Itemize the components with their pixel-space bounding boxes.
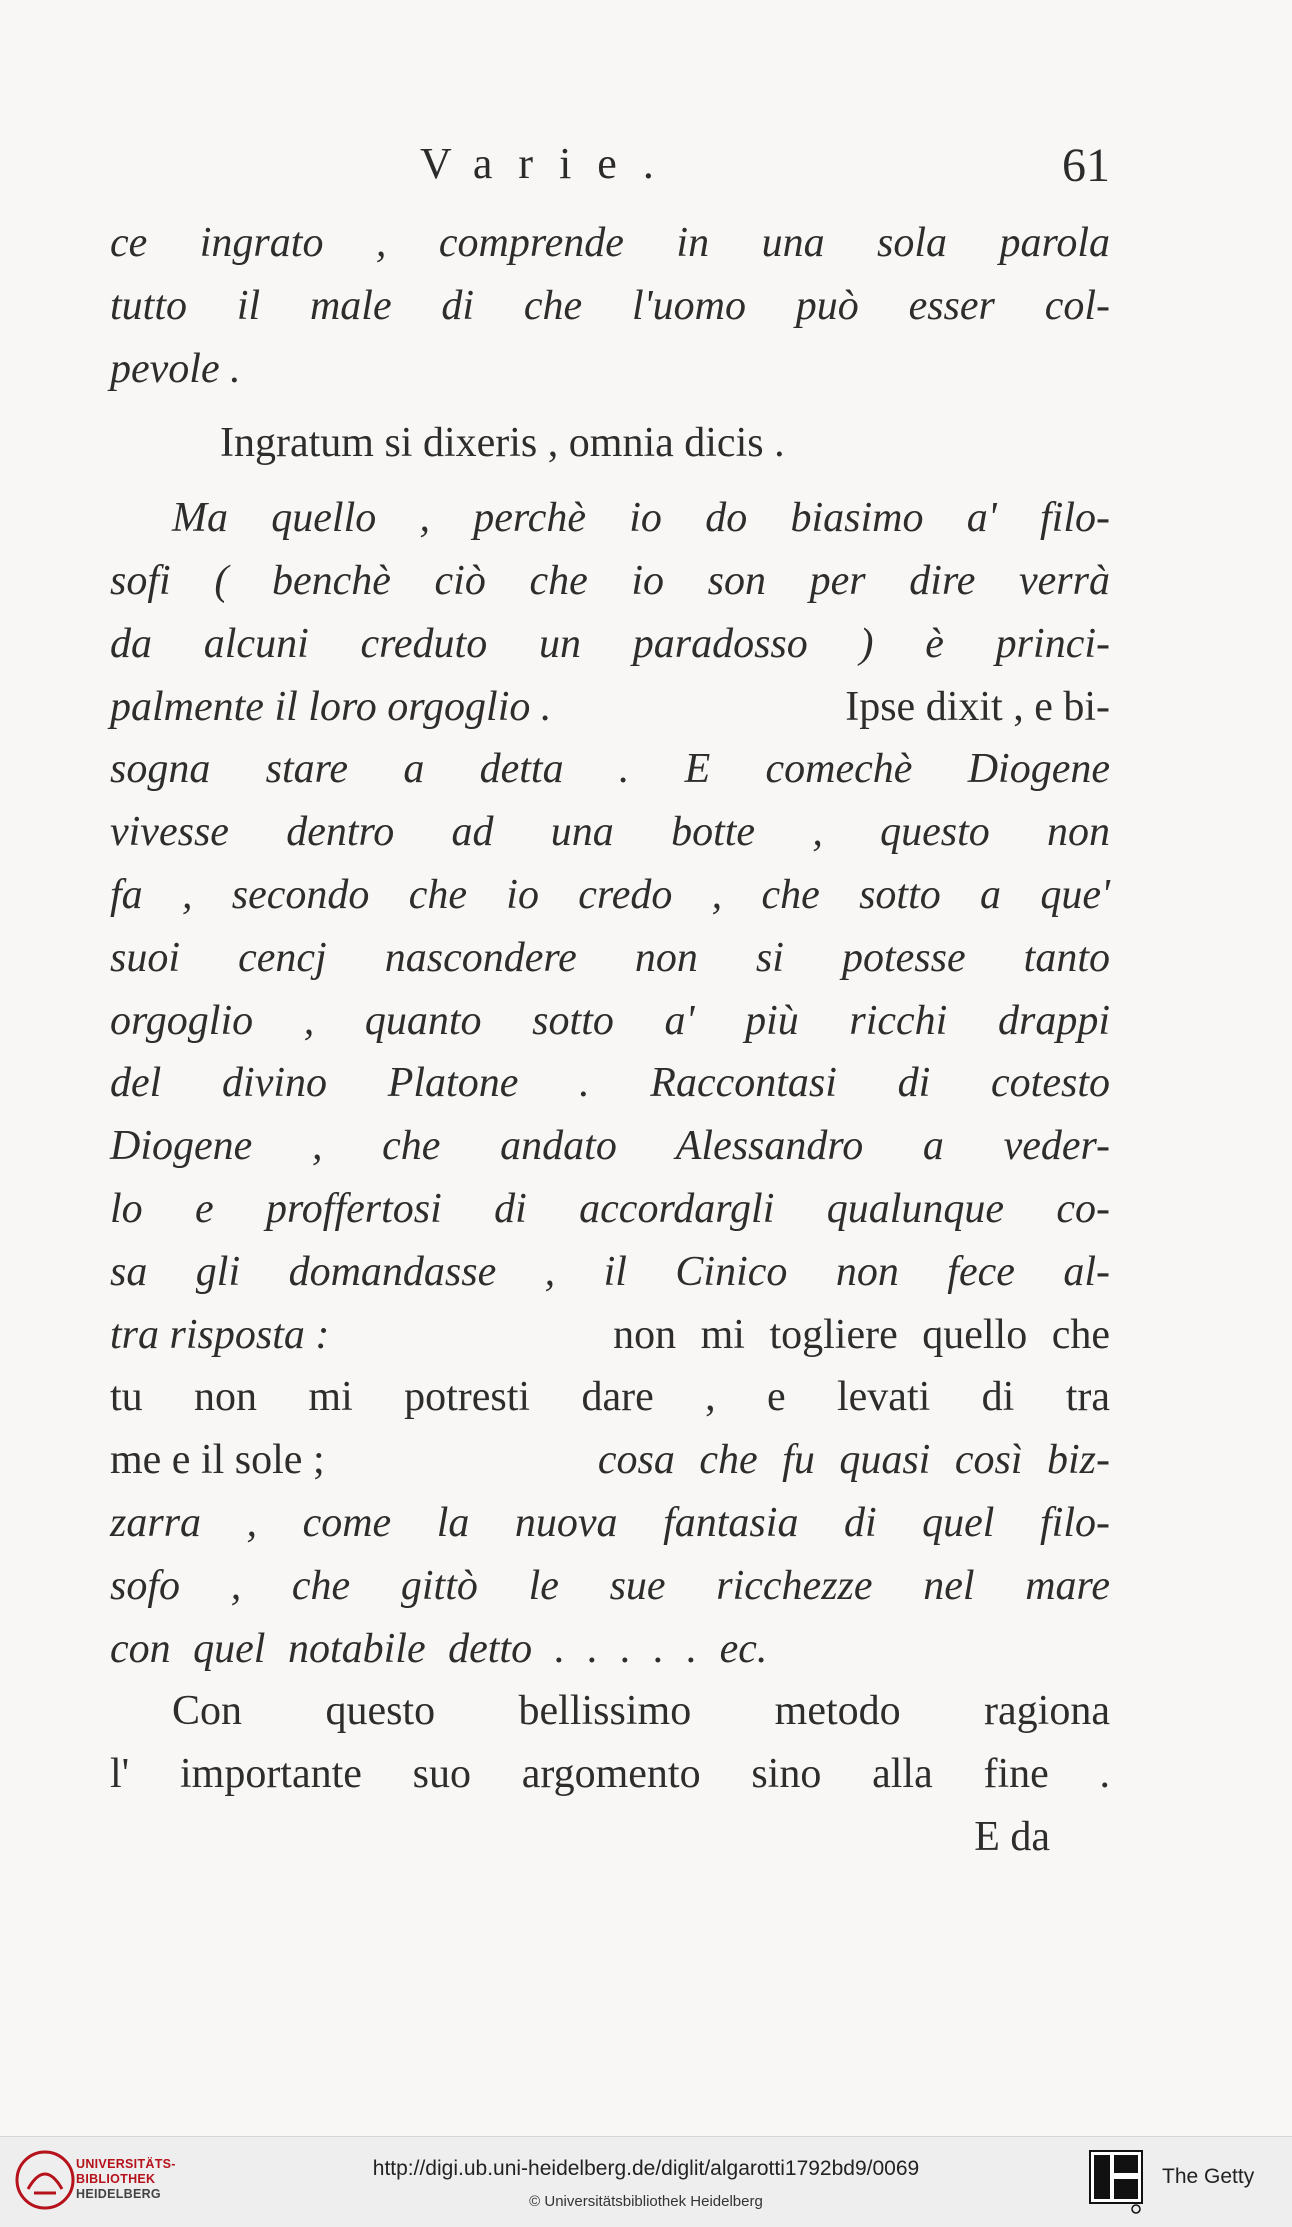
text-line: orgoglio , quanto sotto a' più ricchi drappi (110, 997, 1110, 1044)
copyright-notice: © Universitätsbibliothek Heidelberg (529, 2193, 763, 2210)
institution-line: BIBLIOTHEK (76, 2172, 156, 2186)
running-title: Varie. (420, 139, 680, 188)
text-segment: palmente il loro orgoglio . (110, 683, 552, 730)
text-line: suoi cencj nascondere non si potesse tanto (110, 934, 1110, 981)
institution-line: HEIDELBERG (76, 2187, 161, 2201)
text-line: lo e proffertosi di accordargli qualunque co- (110, 1185, 1110, 1232)
text-line: da alcuni creduto un paradosso ) è princi- (110, 620, 1110, 667)
text-line-mixed (110, 1304, 1110, 1367)
text-line: sogna stare a detta . E comechè Diogene (110, 746, 1110, 793)
viewer-footer (0, 2136, 1292, 2227)
text-line: del divino Platone . Raccontasi di cotesto (110, 1060, 1110, 1107)
text-line: zarra , come la nuova fantasia di quel filo- (110, 1499, 1110, 1546)
text-line: Con questo bellissimo metodo ragiona (172, 1688, 1110, 1735)
text-line: sofo , che gittò le sue ricchezze nel mare (110, 1562, 1110, 1609)
text-line: sa gli domandasse , il Cinico non fece al- (110, 1248, 1110, 1295)
text-line: pevole . (110, 345, 241, 392)
page-number: 61 (1062, 139, 1110, 192)
text-line: ce ingrato , comprende in una sola parola (110, 220, 1110, 266)
text-line: sofi ( benchè ciò che io son per dire verrà (110, 557, 1110, 604)
text-line: con quel notabile detto . . . . . ec. (110, 1625, 768, 1672)
permalink-url[interactable]: http://digi.ub.uni-heidelberg.de/diglit/algarotti1792bd9/0069 (372, 2157, 920, 2180)
partner-name: The Getty (1162, 2165, 1255, 2188)
text-line: tutto il male di che l'uomo può esser col- (110, 282, 1110, 329)
getty-logo-icon (1088, 2149, 1144, 2215)
text-line: l' importante suo argomento sino alla fine . (110, 1751, 1110, 1798)
text-segment: non mi togliere quello che (613, 1311, 1110, 1358)
institution-line: UNIVERSITÄTS- (76, 2157, 176, 2171)
text-line: vivesse dentro ad una botte , questo non (110, 809, 1110, 856)
text-segment: tra risposta : (110, 1311, 330, 1358)
text-segment: me e il sole ; (110, 1437, 325, 1484)
text-line: Diogene , che andato Alessandro a veder- (110, 1123, 1110, 1170)
text-line-mixed (110, 1429, 1110, 1492)
text-line: tu non mi potresti dare , e levati di tra (110, 1374, 1110, 1421)
text-line-mixed (110, 676, 1110, 739)
text-line: Ma quello , perchè io do biasimo a' filo- (172, 495, 1110, 542)
text-segment: Ipse dixit , e bi- (845, 683, 1110, 730)
body-text (110, 212, 1110, 1869)
catchword: E da (974, 1813, 1050, 1860)
text-segment: cosa che fu quasi così biz- (597, 1437, 1110, 1484)
page-header (110, 138, 1110, 208)
latin-quotation: Ingratum si dixeris , omnia dicis . (220, 420, 785, 467)
text-line: fa , secondo che io credo , che sotto a que' (110, 871, 1110, 918)
